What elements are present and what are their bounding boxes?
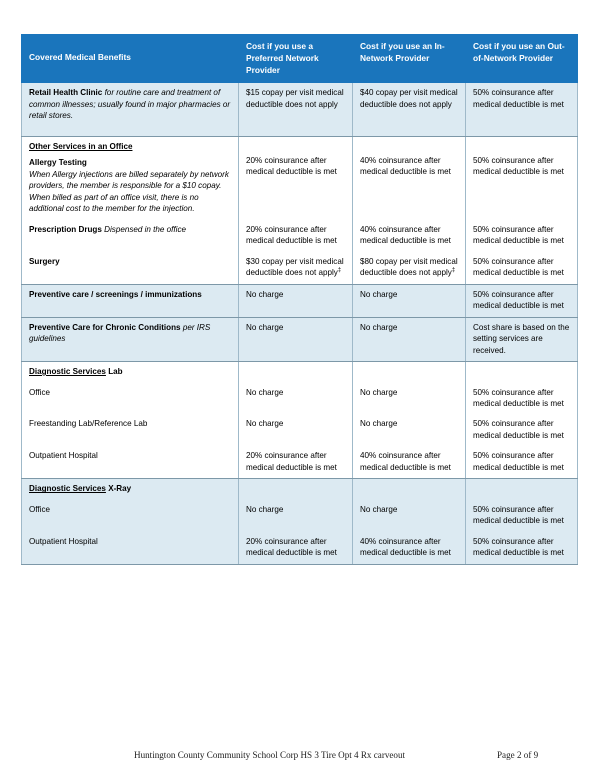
table-header-row bbox=[22, 35, 578, 83]
column-header-covered-medical-benefits: Covered Medical Benefits bbox=[22, 35, 239, 83]
section-heading-secondary: X-Ray bbox=[108, 484, 132, 494]
cost-in-network: No charge bbox=[353, 317, 466, 361]
table-row bbox=[22, 500, 578, 532]
section-heading-primary: Diagnostic Services bbox=[29, 367, 106, 377]
table-row bbox=[22, 532, 578, 564]
table-row bbox=[22, 446, 578, 478]
cost-preferred-network bbox=[239, 362, 353, 383]
benefit-cell-lab-office: Office bbox=[22, 383, 239, 415]
cost-out-of-network: 50% coinsurance after medical deductible is met bbox=[466, 83, 578, 136]
column-header-in-network: Cost if you use an In-Network Provider bbox=[353, 35, 466, 83]
cost-in-network bbox=[353, 479, 466, 500]
cost-out-of-network bbox=[466, 362, 578, 383]
cost-preferred-network: 20% coinsurance after medical deductible is met bbox=[239, 136, 353, 219]
covered-medical-benefits-table bbox=[21, 34, 578, 565]
table-row bbox=[22, 317, 578, 361]
cost-in-network: 40% coinsurance after medical deductible is met bbox=[353, 532, 466, 564]
cost-preferred-network: No charge bbox=[239, 317, 353, 361]
section-heading-other-services-in-an-office: Other Services in an Office bbox=[29, 141, 133, 151]
cost-out-of-network: 50% coinsurance after medical deductible is met bbox=[466, 252, 578, 284]
footer-document-title: Huntington County Community School Corp HS 3 Tire Opt 4 Rx carveout bbox=[134, 750, 406, 760]
cost-in-network: No charge bbox=[353, 383, 466, 415]
cost-preferred-network: $30 copay per visit medical deductible does not apply‡ bbox=[239, 252, 353, 284]
cost-out-of-network: Cost share is based on the setting services are received. bbox=[466, 317, 578, 361]
benefit-name: Surgery bbox=[29, 256, 60, 266]
cost-preferred-network: No charge bbox=[239, 500, 353, 532]
cost-in-network: No charge bbox=[353, 414, 466, 446]
column-header-preferred-network: Cost if you use a Preferred Network Provider bbox=[239, 35, 353, 83]
benefit-name: Prescription Drugs bbox=[29, 224, 102, 234]
table-row bbox=[22, 83, 578, 136]
cost-out-of-network: 50% coinsurance after medical deductible is met bbox=[466, 220, 578, 252]
cost-preferred-network: 20% coinsurance after medical deductible is met bbox=[239, 446, 353, 478]
benefit-name: Preventive care / screenings / immunizations bbox=[29, 289, 202, 299]
benefit-name: Retail Health Clinic bbox=[29, 88, 103, 98]
cost-out-of-network bbox=[466, 479, 578, 500]
cost-preferred-network: 20% coinsurance after medical deductible is met bbox=[239, 532, 353, 564]
benefit-description: for routine care and treatment of common illnesses; usually found in major pharmacies or retail stores. bbox=[29, 88, 231, 121]
benefit-description: Dispensed in the office bbox=[104, 224, 187, 234]
benefit-name: Preventive Care for Chronic Conditions bbox=[29, 322, 181, 332]
benefit-cell-retail-health-clinic bbox=[22, 83, 239, 136]
cost-in-network: 40% coinsurance after medical deductible is met bbox=[353, 136, 466, 219]
benefit-cell-lab-outpatient-hospital: Outpatient Hospital bbox=[22, 446, 239, 478]
cost-in-network: 40% coinsurance after medical deductible is met bbox=[353, 446, 466, 478]
table-body bbox=[22, 83, 578, 565]
cost-out-of-network: 50% coinsurance after medical deductible is met bbox=[466, 446, 578, 478]
cost-out-of-network: 50% coinsurance after medical deductible is met bbox=[466, 284, 578, 317]
benefit-cell-xray-office: Office bbox=[22, 500, 239, 532]
cost-in-network: No charge bbox=[353, 500, 466, 532]
benefit-cell-freestanding-lab-reference-lab: Freestanding Lab/Reference Lab bbox=[22, 414, 239, 446]
section-heading-diagnostic-services-lab bbox=[22, 362, 239, 383]
cost-preferred-network: 20% coinsurance after medical deductible is met bbox=[239, 220, 353, 252]
cost-preferred-network: $15 copay per visit medical deductible does not apply bbox=[239, 83, 353, 136]
table-row bbox=[22, 479, 578, 500]
benefit-cell-allergy-testing bbox=[22, 136, 239, 219]
section-heading-diagnostic-services-xray bbox=[22, 479, 239, 500]
benefit-cell-prescription-drugs bbox=[22, 220, 239, 252]
footnote-marker: ‡ bbox=[451, 267, 456, 274]
section-heading-primary: Diagnostic Services bbox=[29, 484, 106, 494]
benefit-name: Allergy Testing bbox=[29, 158, 87, 168]
benefit-cell-preventive-care-chronic-conditions bbox=[22, 317, 239, 361]
section-heading-secondary: Lab bbox=[108, 367, 123, 377]
table-row bbox=[22, 362, 578, 383]
table-row bbox=[22, 284, 578, 317]
cost-preferred-network: No charge bbox=[239, 383, 353, 415]
cost-out-of-network: 50% coinsurance after medical deductible is met bbox=[466, 500, 578, 532]
benefit-cell-preventive-care-screenings-immunizations bbox=[22, 284, 239, 317]
table-row bbox=[22, 383, 578, 415]
footnote-marker: ‡ bbox=[337, 267, 342, 274]
table-row bbox=[22, 414, 578, 446]
cost-in-network: No charge bbox=[353, 284, 466, 317]
table-row bbox=[22, 252, 578, 284]
table-row bbox=[22, 220, 578, 252]
cost-preferred-network bbox=[239, 479, 353, 500]
benefit-description: per IRS guidelines bbox=[29, 322, 211, 344]
footer-page-number: Page 2 of 9 bbox=[497, 750, 539, 760]
benefit-cell-xray-outpatient-hospital: Outpatient Hospital bbox=[22, 532, 239, 564]
cost-out-of-network: 50% coinsurance after medical deductible is met bbox=[466, 136, 578, 219]
cost-out-of-network: 50% coinsurance after medical deductible is met bbox=[466, 414, 578, 446]
table-row bbox=[22, 136, 578, 219]
cost-in-network: 40% coinsurance after medical deductible is met bbox=[353, 220, 466, 252]
cost-out-of-network: 50% coinsurance after medical deductible is met bbox=[466, 532, 578, 564]
table-header bbox=[22, 35, 578, 83]
cost-preferred-network: No charge bbox=[239, 284, 353, 317]
cost-out-of-network: 50% coinsurance after medical deductible is met bbox=[466, 383, 578, 415]
cost-in-network: $80 copay per visit medical deductible does not apply‡ bbox=[353, 252, 466, 284]
benefit-cell-surgery bbox=[22, 252, 239, 284]
cost-in-network bbox=[353, 362, 466, 383]
column-header-out-of-network: Cost if you use an Out-of-Network Provider bbox=[466, 35, 578, 83]
benefit-description: When Allergy injections are billed separately by network providers, the member is responsible for a $10 copay. When billed as part of an office visit, there is no additional cost to the member for the injection. bbox=[29, 169, 229, 214]
cost-preferred-network: No charge bbox=[239, 414, 353, 446]
cost-in-network: $40 copay per visit medical deductible does not apply bbox=[353, 83, 466, 136]
